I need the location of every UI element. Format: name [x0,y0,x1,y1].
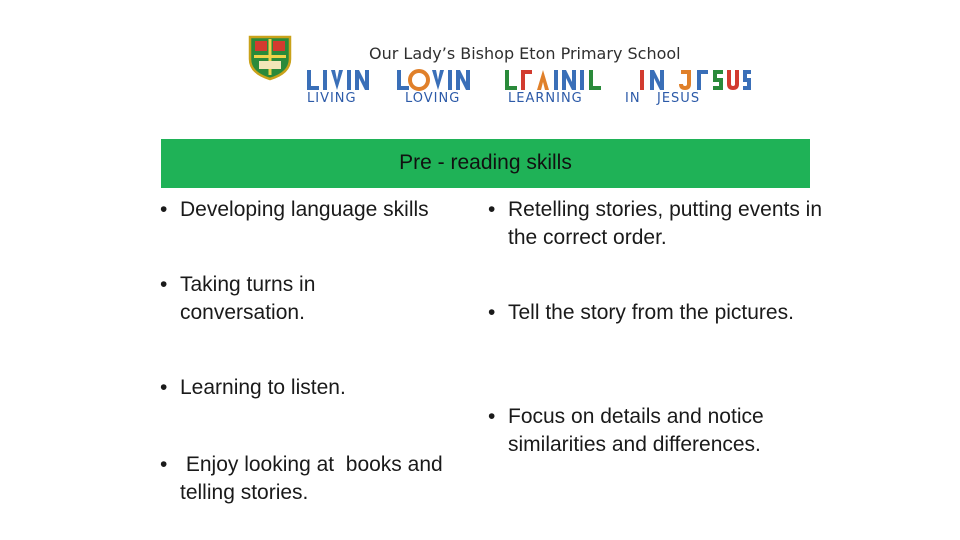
left-bullet-3 [158,374,480,402]
left-bullet-1-text: Developing language skills [180,198,429,221]
motto-word-learning: LEARNING [508,91,583,106]
left-bullet-1 [158,196,510,224]
motto-word-in: IN [625,91,641,106]
right-bullet-1-text: Retelling stories, putting events in the correct order. [508,198,823,249]
left-bullet-4-text: Enjoy looking at books and telling stories. [180,453,449,504]
school-name: Our Lady’s Bishop Eton Primary School [369,44,681,63]
motto-word-loving: LOVING [405,91,461,106]
motto-word-jesus: JESUS [657,91,701,106]
left-bullet-2 [158,271,380,327]
bullet-dot: • [488,301,496,324]
title-banner [161,139,810,188]
left-bullet-3-text: Learning to listen. [180,376,346,399]
bullet-dot: • [488,198,496,221]
bullet-dot: • [160,376,168,399]
right-bullet-3 [486,403,838,459]
pictorial-motto-graphic [305,66,751,92]
right-bullet-2 [486,299,798,327]
bullet-dot: • [160,453,168,476]
bullet-dot: • [160,198,168,221]
bullet-dot: • [488,405,496,428]
right-bullet-2-text: Tell the story from the pictures. [508,301,794,324]
right-bullet-3-text: Focus on details and notice similarities and differences. [508,405,764,456]
school-crest-icon [246,33,294,81]
right-bullet-1 [486,196,828,252]
banner-title: Pre - reading skills [399,151,572,174]
left-bullet-2-text: Taking turns in conversation. [180,273,316,324]
left-bullet-4 [158,451,480,507]
motto-word-living: LIVING [307,91,357,106]
bullet-dot: • [160,273,168,296]
